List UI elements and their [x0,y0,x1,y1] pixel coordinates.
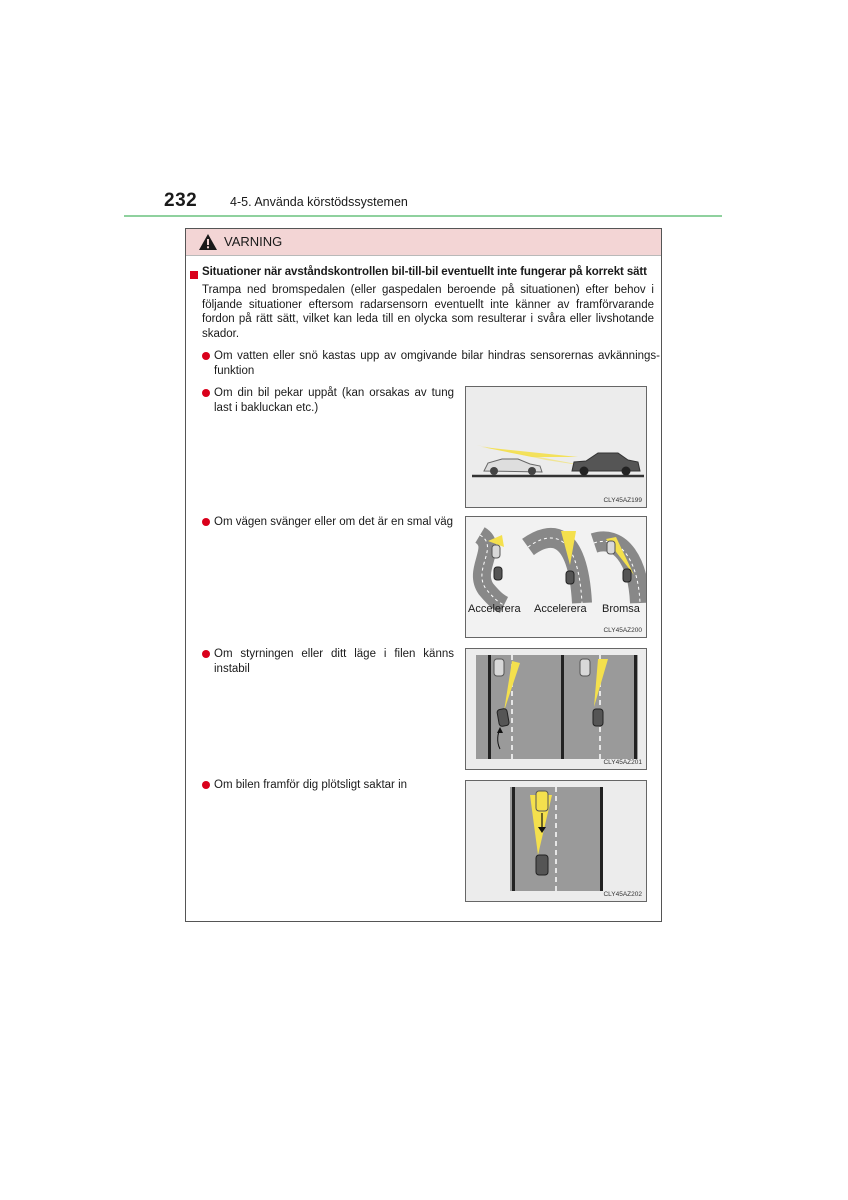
list-item [202,349,660,378]
bullet-icon [202,389,210,397]
figure-curved-road [465,516,647,638]
list-item [202,515,454,530]
sudden-braking-illustration [466,781,647,902]
lane-drift-illustration [466,649,647,770]
section-title: 4-5. Använda körstödssystemen [230,195,408,209]
figure-code: CLY45AZ201 [603,759,642,766]
warning-label: VARNING [224,234,283,249]
warning-heading: Situationer när avståndskontrollen bil-till-bil eventuellt inte fungerar på korrekt sätt [202,266,647,278]
radar-beam-illustration [466,387,647,508]
list-item-text: Om vägen svänger eller om det är en smal väg [214,516,454,528]
figure-vehicle-tilted-up [465,386,647,508]
list-item-text: Om styrningen eller ditt läge i filen känns instabil [214,648,454,675]
bullet-icon [202,781,210,789]
list-item [202,386,454,415]
list-item-text: Om vatten eller snö kastas upp av omgivande bilar hindras sensorernas avkännings- funktion [214,350,660,377]
figure-sudden-braking [465,780,647,902]
figure-caption: Bromsa [602,603,640,615]
figure-code: CLY45AZ202 [603,891,642,898]
figure-caption: Accelerera [534,603,587,615]
list-item [202,647,454,676]
bullet-icon [202,518,210,526]
heading-square-icon [190,271,198,279]
list-item-text: Om din bil pekar uppåt (kan orsakas av tung last i bakluckan etc.) [214,387,454,414]
warning-triangle-icon [198,233,218,251]
figure-caption: Accelerera [468,603,521,615]
warning-header [186,229,661,256]
list-item [202,778,454,793]
warning-box [185,228,662,922]
bullet-icon [202,650,210,658]
figure-code: CLY45AZ199 [603,497,642,504]
list-item-text: Om bilen framför dig plötsligt saktar in [214,779,408,791]
header-divider [124,215,722,217]
warning-intro: Trampa ned bromspedalen (eller gaspedalen beroende på situationen) efter behov i följande situationer eftersom radarsensorn eventuellt inte känner av framförvarande fordon på rätt sätt, vilket kan leda till en olycka som resulterar i svåra eller livshotande skador. [202,284,654,340]
page-number: 232 [164,190,198,211]
figure-code: CLY45AZ200 [603,627,642,634]
curved-road-illustration [466,517,647,638]
bullet-icon [202,352,210,360]
figure-unstable-steering [465,648,647,770]
